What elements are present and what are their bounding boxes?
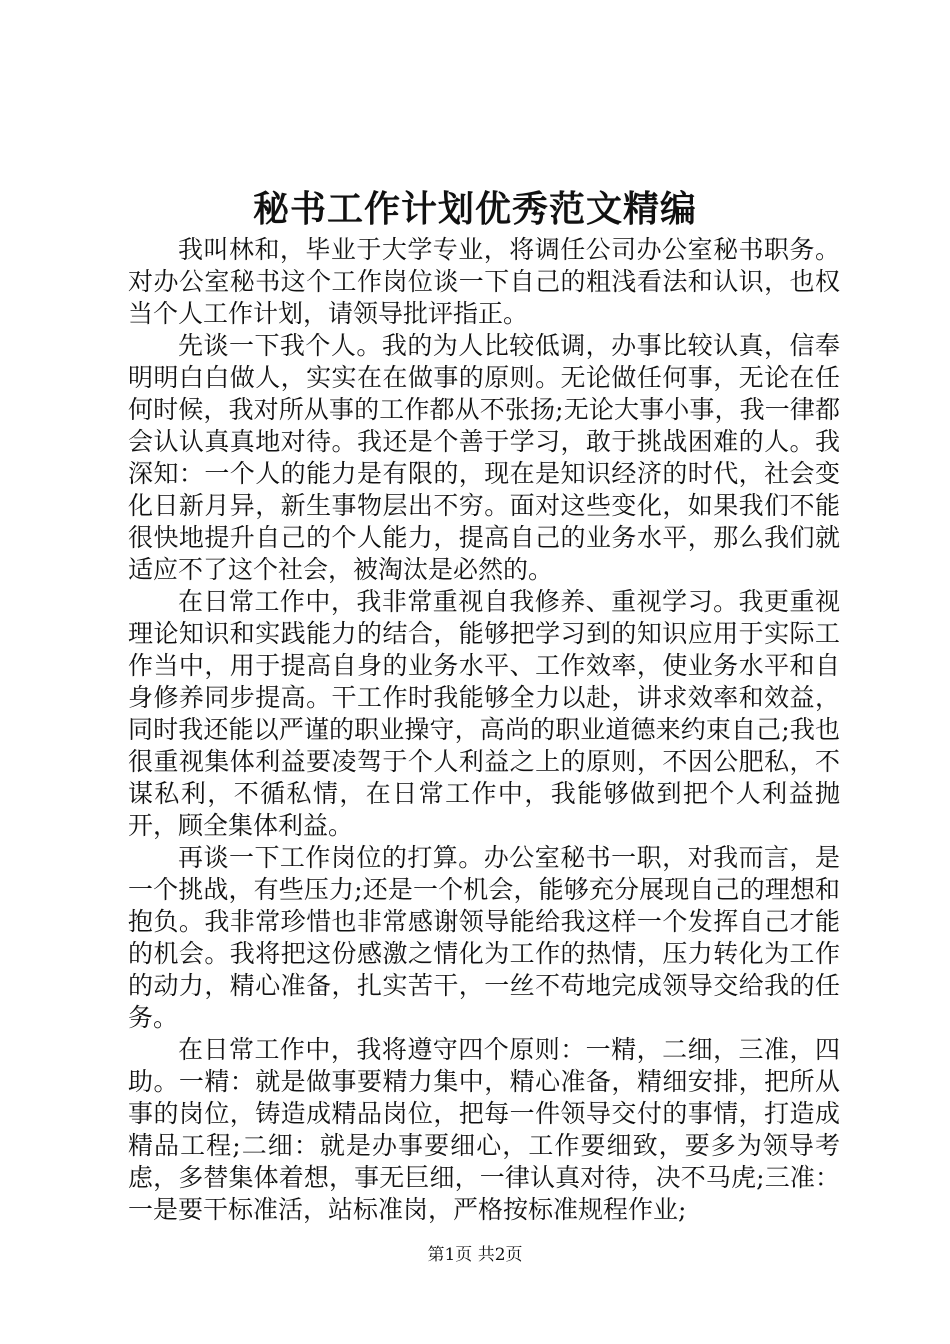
page-number-footer: 第1页 共2页 — [427, 1245, 523, 1265]
paragraph-1: 我叫林和，毕业于大学专业，将调任公司办公室秘书职务。对办公室秘书这个工作岗位谈一下自己的粗浅看法和认识，也权当个人工作计划，请领导批评指正。 — [128, 235, 840, 328]
document-title: 秘书工作计划优秀范文精编 — [252, 188, 697, 230]
paragraph-5: 在日常工作中，我将遵守四个原则：一精，二细，三准，四助。一精：就是做事要精力集中，精心准备，精细安排，把所从事的岗位，铸造成精品岗位，把每一件领导交付的事情，打造成精品工程;二细：就是办事要细心，工作要细致，要多为领导考虑，多替集体着想，事无巨细，一律认真对待，决不马虎;三准：一是要干标准活，站标准岗，严格按标准规程作业; — [128, 1035, 840, 1224]
document-body — [128, 234, 840, 1226]
paragraph-2: 先谈一下我个人。我的为人比较低调，办事比较认真，信奉明明白白做人，实实在在做事的原则。无论做任何事，无论在任何时候，我对所从事的工作都从不张扬;无论大事小事，我一律都会认认真真地对待。我还是个善于学习，敢于挑战困难的人。我深知：一个人的能力是有限的，现在是知识经济的时代，社会变化日新月异，新生事物层出不穷。面对这些变化，如果我们不能很快地提升自己的个人能力，提高自己的业务水平，那么我们就适应不了这个社会，被淘汰是必然的。 — [128, 331, 840, 584]
paragraph-4: 再谈一下工作岗位的打算。办公室秘书一职，对我而言，是一个挑战，有些压力;还是一个机会，能够充分展现自己的理想和抱负。我非常珍惜也非常感谢领导能给我这样一个发挥自己才能的机会。我将把这份感激之情化为工作的热情，压力转化为工作的动力，精心准备，扎实苦干，一丝不苟地完成领导交给我的任务。 — [128, 843, 840, 1032]
paragraph-3: 在日常工作中，我非常重视自我修养、重视学习。我更重视理论知识和实践能力的结合，能够把学习到的知识应用于实际工作当中，用于提高自身的业务水平、工作效率，使业务水平和自身修养同步提高。干工作时我能够全力以赴，讲求效率和效益，同时我还能以严谨的职业操守，高尚的职业道德来约束自己;我也很重视集体利益要凌驾于个人利益之上的原则，不因公肥私，不谋私利，不循私情，在日常工作中，我能够做到把个人利益抛开，顾全集体利益。 — [128, 587, 840, 840]
